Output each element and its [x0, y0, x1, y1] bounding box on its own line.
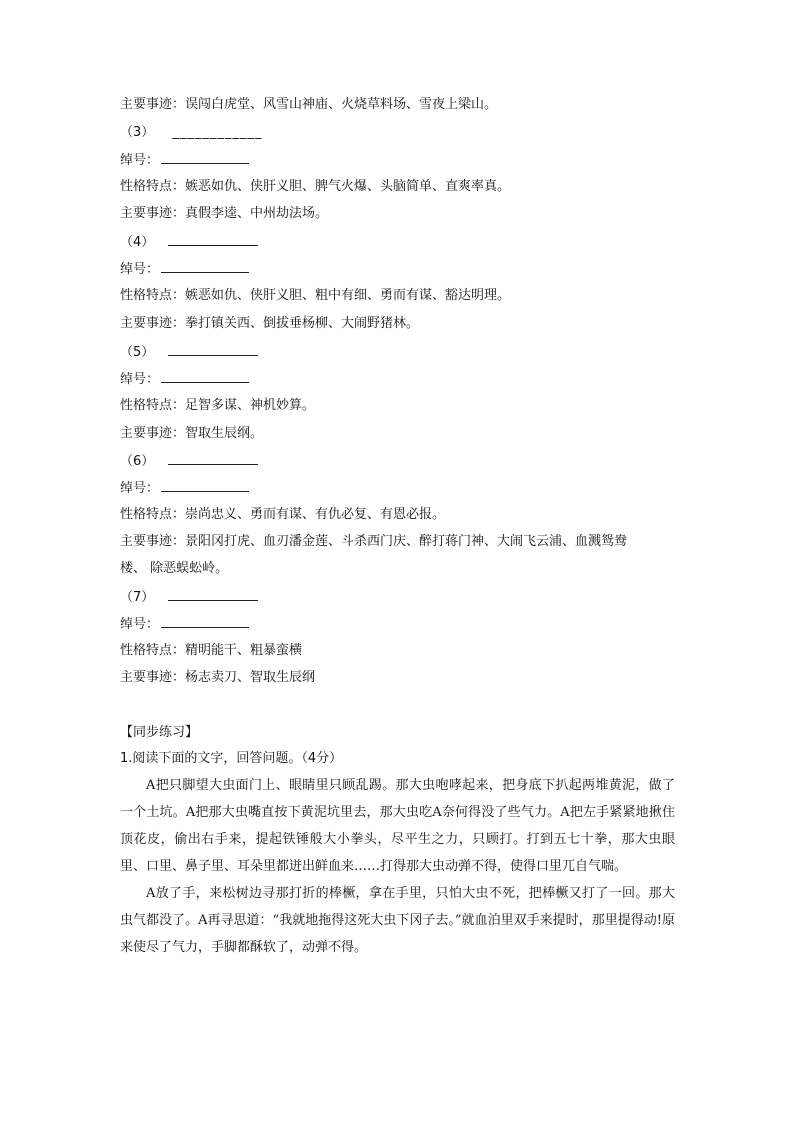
name-blank: [168, 233, 258, 246]
name-blank: ____________: [172, 125, 263, 140]
nickname-label: 绰号：: [120, 153, 160, 168]
entry-4-name-line: [120, 233, 258, 252]
name-blank: [168, 343, 258, 356]
nickname-blank: [161, 370, 249, 383]
entry-3-deeds: 主要事迹：真假李逵、中州劫法场。: [120, 206, 329, 221]
entry-3-name-line: [120, 124, 262, 142]
practice-heading: 【同步练习】: [120, 725, 199, 740]
entry-6-deeds: 主要事迹：景阳冈打虎、血刃潘金莲、斗杀西门庆、醉打蒋门神、大闹飞云浦、血溅鸳鸯: [120, 534, 628, 549]
entry-5-nickname: [120, 370, 249, 389]
entry-7-nickname: [120, 615, 249, 634]
entry-6-name-line: [120, 452, 258, 471]
nickname-blank: [161, 151, 249, 164]
entry-7-traits: 性格特点：精明能干、粗暴蛮横: [120, 643, 303, 658]
entry-number: （4）: [120, 235, 155, 250]
nickname-blank: [161, 260, 249, 273]
nickname-label: 绰号：: [120, 481, 160, 496]
nickname-label: 绰号：: [120, 372, 160, 387]
entry-5-traits: 性格特点：足智多谋、神机妙算。: [120, 398, 316, 413]
nickname-label: 绰号：: [120, 262, 160, 277]
entry-number: （5）: [120, 345, 155, 360]
entry-number: （3）: [120, 125, 155, 140]
entry-6-nickname: [120, 479, 249, 498]
entry-4-nickname: [120, 260, 249, 279]
nickname-label: 绰号：: [120, 617, 160, 632]
entry-5-name-line: [120, 343, 258, 362]
entry-4-deeds: 主要事迹：拳打镇关西、倒拔垂杨柳、大闹野猪林。: [120, 316, 420, 331]
name-blank: [168, 452, 258, 465]
entry-6-traits: 性格特点：崇尚忠义、勇而有谋、有仇必复、有恩必报。: [120, 507, 446, 522]
practice-question: 1.阅读下面的文字，回答问题。（4分）: [120, 751, 343, 766]
entry-3-traits: 性格特点：嫉恶如仇、侠肝义胆、脾气火爆、头脑简单、直爽率真。: [120, 179, 511, 194]
nickname-blank: [161, 479, 249, 492]
name-blank: [168, 588, 258, 601]
passage-paragraph-2: A放了手，来松树边寻那打折的棒橛，拿在手里，只怕大虫不死，把棒橛又打了一回。那大虫气都没了。A再寻思道：“我就地拖得这死大虫下冈子去。”就血泊里双手来提时，那里提得动!原来使尽了气力，手脚都酥软了，动弹不得。: [120, 886, 675, 955]
entry-5-deeds: 主要事迹：智取生辰纲。: [120, 426, 264, 441]
reading-passage: [120, 772, 675, 961]
entry-3-nickname: [120, 151, 249, 170]
entry-6-deeds-cont: 楼、 除恶蜈蚣岭。: [120, 561, 229, 576]
entry-7-name-line: [120, 588, 258, 607]
linchong-deeds: 主要事迹：误闯白虎堂、风雪山神庙、火烧草料场、雪夜上梁山。: [120, 97, 498, 112]
passage-paragraph-1: A把只脚望大虫面门上、眼睛里只顾乱踢。那大虫咆哮起来，把身底下扒起两堆黄泥，做了一个土坑。A把那大虫嘴直按下黄泥坑里去，那大虫吃A奈何得没了些气力。A把左手紧紧地揪住顶花皮，偷出右手来，提起铁锤般大小拳头，尽平生之力，只顾打。打到五七十拳，那大虫眼里、口里、鼻子里、耳朵里都迸出鲜血来……打得那大虫动弹不得，使得口里兀自气喘。: [120, 778, 675, 874]
entry-4-traits: 性格特点：嫉恶如仇、侠肝义胆、粗中有细、勇而有谋、豁达明理。: [120, 288, 511, 303]
nickname-blank: [161, 615, 249, 628]
entry-7-deeds: 主要事迹：杨志卖刀、智取生辰纲: [120, 670, 316, 685]
entry-number: （7）: [120, 590, 155, 605]
entry-number: （6）: [120, 454, 155, 469]
